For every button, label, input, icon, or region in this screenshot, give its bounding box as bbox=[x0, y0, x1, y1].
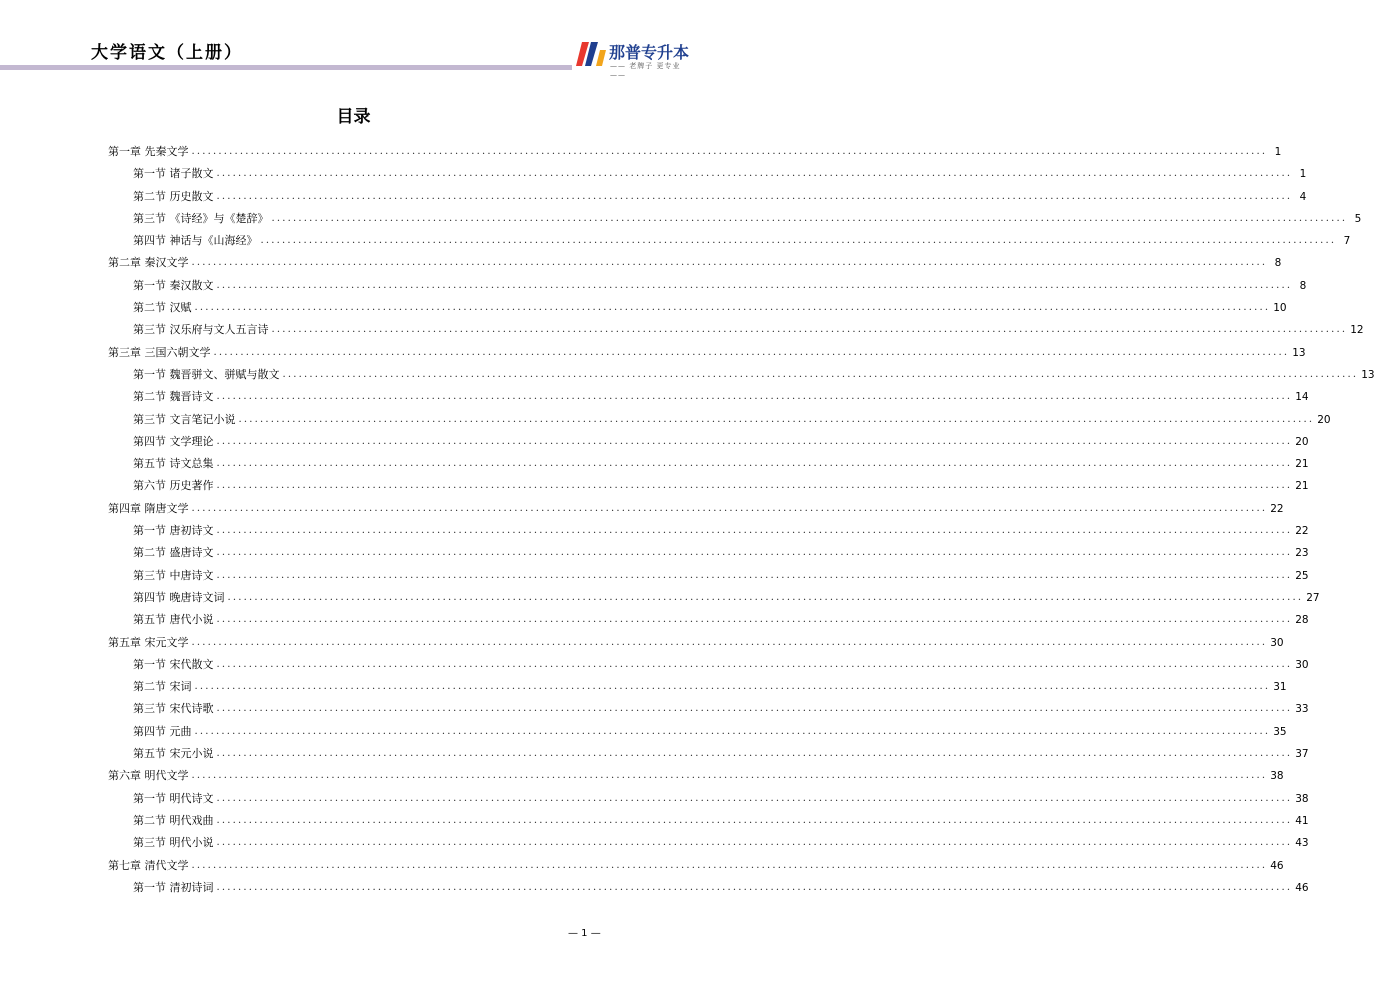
toc-section-entry[interactable] bbox=[108, 542, 1309, 564]
brand-tagline: —— 老牌子 更专业 —— bbox=[610, 62, 681, 79]
toc-entry-page: 14 bbox=[1295, 391, 1309, 404]
toc-section-entry[interactable] bbox=[108, 453, 1309, 475]
toc-entry-page: 13 bbox=[1361, 368, 1375, 381]
toc-chapter-entry[interactable] bbox=[108, 342, 1306, 364]
toc-chapter-entry[interactable] bbox=[108, 252, 1282, 274]
toc-chapter-entry[interactable] bbox=[108, 855, 1284, 877]
toc-entry-label: 第一节 秦汉散文 bbox=[133, 278, 214, 292]
toc-entry-label: 第三章 三国六朝文学 bbox=[108, 345, 211, 359]
brand-name: 那普专升本 bbox=[609, 43, 690, 62]
toc-entry-page: 1 bbox=[1274, 146, 1282, 158]
toc-entry-page: 46 bbox=[1295, 881, 1309, 894]
toc-section-entry[interactable] bbox=[108, 409, 1331, 431]
toc-chapter-entry[interactable] bbox=[108, 498, 1284, 520]
toc-entry-label: 第一节 清初诗词 bbox=[133, 880, 214, 894]
page-number: — 1 — bbox=[568, 928, 601, 939]
toc-dot-leader: ........................................................................................................................................................................................................ bbox=[260, 235, 1337, 247]
toc-entry-label: 第二节 魏晋诗文 bbox=[133, 390, 214, 404]
toc-entry-label: 第四章 隋唐文学 bbox=[108, 501, 189, 515]
toc-dot-leader: ........................................................................................................................................................................................................ bbox=[216, 168, 1293, 180]
toc-dot-leader: ........................................................................................................................................................................................................ bbox=[216, 792, 1293, 804]
toc-entry-page: 25 bbox=[1295, 569, 1309, 582]
toc-section-entry[interactable] bbox=[108, 587, 1320, 609]
toc-entry-page: 12 bbox=[1350, 324, 1364, 337]
toc-entry-label: 第四节 晚唐诗文词 bbox=[133, 590, 225, 604]
toc-entry-label: 第六章 明代文学 bbox=[108, 769, 189, 783]
toc-entry-page: 7 bbox=[1343, 235, 1351, 248]
toc-dot-leader: ........................................................................................................................................................................................................ bbox=[216, 190, 1293, 202]
toc-dot-leader: ........................................................................................................................................................................................................ bbox=[191, 257, 1268, 269]
toc-entry-label: 第三节 汉乐府与文人五言诗 bbox=[133, 323, 269, 337]
toc-entry-label: 第四节 元曲 bbox=[133, 724, 192, 738]
toc-entry-label: 第一节 魏晋骈文、骈赋与散文 bbox=[133, 367, 280, 381]
toc-section-entry[interactable] bbox=[108, 186, 1307, 208]
toc-section-entry[interactable] bbox=[108, 208, 1362, 230]
toc-dot-leader: ........................................................................................................................................................................................................ bbox=[216, 458, 1293, 470]
toc-entry-page: 41 bbox=[1295, 814, 1309, 827]
toc-section-entry[interactable] bbox=[108, 698, 1309, 720]
toc-entry-page: 5 bbox=[1354, 212, 1362, 225]
toc-entry-label: 第二章 秦汉文学 bbox=[108, 256, 189, 270]
toc-section-entry[interactable] bbox=[108, 520, 1309, 542]
toc-entry-page: 21 bbox=[1295, 458, 1309, 471]
toc-dot-leader: ........................................................................................................................................................................................................ bbox=[216, 837, 1293, 849]
toc-entry-label: 第一章 先秦文学 bbox=[108, 145, 189, 158]
toc-entry-page: 8 bbox=[1299, 279, 1307, 292]
toc-entry-page: 21 bbox=[1295, 480, 1309, 493]
toc-entry-label: 第三节 中唐诗文 bbox=[133, 568, 214, 582]
toc-chapter-entry[interactable] bbox=[108, 765, 1284, 787]
toc-dot-leader: ........................................................................................................................................................................................................ bbox=[216, 480, 1293, 492]
toc-section-entry[interactable] bbox=[108, 431, 1309, 453]
toc-dot-leader: ........................................................................................................................................................................................................ bbox=[191, 859, 1268, 871]
toc-dot-leader: ........................................................................................................................................................................................................ bbox=[216, 391, 1293, 403]
toc-dot-leader: ........................................................................................................................................................................................................ bbox=[216, 814, 1293, 826]
toc-entry-page: 23 bbox=[1295, 547, 1309, 560]
toc-entry-label: 第五节 唐代小说 bbox=[133, 613, 214, 627]
toc-section-entry[interactable] bbox=[108, 721, 1287, 743]
toc-dot-leader: ........................................................................................................................................................................................................ bbox=[216, 658, 1293, 670]
toc-entry-page: 22 bbox=[1270, 502, 1284, 515]
toc-section-entry[interactable] bbox=[108, 743, 1309, 765]
toc-dot-leader: ........................................................................................................................................................................................................ bbox=[216, 881, 1293, 893]
toc-section-entry[interactable] bbox=[108, 788, 1309, 810]
toc-entry-page: 43 bbox=[1295, 837, 1309, 850]
toc-section-entry[interactable] bbox=[108, 319, 1364, 341]
toc-dot-leader: ........................................................................................................................................................................................................ bbox=[213, 346, 1290, 358]
toc-entry-label: 第一节 诸子散文 bbox=[133, 167, 214, 181]
toc-dot-leader: ........................................................................................................................................................................................................ bbox=[216, 435, 1293, 447]
toc-entry-page: 13 bbox=[1292, 346, 1306, 359]
toc-dot-leader: ........................................................................................................................................................................................................ bbox=[282, 368, 1359, 380]
toc-section-entry[interactable] bbox=[108, 364, 1375, 386]
toc-dot-leader: ........................................................................................................................................................................................................ bbox=[191, 146, 1268, 157]
toc-dot-leader: ........................................................................................................................................................................................................ bbox=[191, 502, 1268, 514]
toc-section-entry[interactable] bbox=[108, 810, 1309, 832]
toc-dot-leader: ........................................................................................................................................................................................................ bbox=[216, 569, 1293, 581]
toc-entry-label: 第二节 汉赋 bbox=[133, 301, 192, 315]
toc-entry-page: 37 bbox=[1295, 748, 1309, 761]
toc-entry-page: 10 bbox=[1273, 302, 1287, 315]
toc-entry-label: 第一节 明代诗文 bbox=[133, 791, 214, 805]
toc-section-entry[interactable] bbox=[108, 609, 1309, 631]
toc-entry-page: 30 bbox=[1270, 636, 1284, 649]
toc-section-entry[interactable] bbox=[108, 297, 1287, 319]
toc-entry-label: 第四节 文学理论 bbox=[133, 434, 214, 448]
toc-dot-leader: ........................................................................................................................................................................................................ bbox=[216, 547, 1293, 559]
toc-entry-label: 第一节 宋代散文 bbox=[133, 657, 214, 671]
toc-section-entry[interactable] bbox=[108, 676, 1287, 698]
toc-dot-leader: ........................................................................................................................................................................................................ bbox=[194, 725, 1271, 737]
toc-chapter-entry[interactable] bbox=[108, 141, 1282, 163]
toc-entry-label: 第二节 宋词 bbox=[133, 680, 192, 694]
toc-dot-leader: ........................................................................................................................................................................................................ bbox=[216, 748, 1293, 760]
table-of-contents bbox=[108, 141, 1375, 899]
toc-entry-page: 38 bbox=[1270, 770, 1284, 783]
toc-section-entry[interactable] bbox=[108, 230, 1351, 252]
toc-entry-page: 1 bbox=[1299, 168, 1307, 181]
toc-entry-page: 8 bbox=[1274, 257, 1282, 270]
toc-entry-page: 35 bbox=[1273, 725, 1287, 738]
toc-dot-leader: ........................................................................................................................................................................................................ bbox=[191, 636, 1268, 648]
toc-dot-leader: ........................................................................................................................................................................................................ bbox=[227, 591, 1304, 603]
toc-entry-label: 第三节 《诗经》与《楚辞》 bbox=[133, 211, 269, 225]
toc-entry-label: 第七章 清代文学 bbox=[108, 858, 189, 872]
toc-entry-label: 第四节 神话与《山海经》 bbox=[133, 234, 258, 248]
toc-entry-page: 20 bbox=[1295, 435, 1309, 448]
toc-section-entry[interactable] bbox=[108, 832, 1309, 854]
toc-entry-label: 第三节 明代小说 bbox=[133, 836, 214, 850]
toc-dot-leader: ........................................................................................................................................................................................................ bbox=[271, 324, 1348, 336]
toc-entry-label: 第五节 宋元小说 bbox=[133, 747, 214, 761]
toc-section-entry[interactable] bbox=[108, 475, 1309, 497]
toc-dot-leader: ........................................................................................................................................................................................................ bbox=[194, 302, 1271, 314]
toc-section-entry[interactable] bbox=[108, 386, 1309, 408]
toc-section-entry[interactable] bbox=[108, 565, 1309, 587]
toc-entry-page: 33 bbox=[1295, 703, 1309, 716]
toc-section-entry[interactable] bbox=[108, 877, 1309, 899]
toc-section-entry[interactable] bbox=[108, 654, 1309, 676]
toc-dot-leader: ........................................................................................................................................................................................................ bbox=[271, 212, 1348, 224]
toc-dot-leader: ........................................................................................................................................................................................................ bbox=[191, 770, 1268, 782]
toc-entry-label: 第二节 明代戏曲 bbox=[133, 813, 214, 827]
header-divider bbox=[0, 65, 572, 70]
toc-entry-page: 22 bbox=[1295, 525, 1309, 538]
toc-entry-label: 第三节 文言笔记小说 bbox=[133, 412, 236, 426]
toc-entry-page: 20 bbox=[1317, 413, 1331, 426]
toc-chapter-entry[interactable] bbox=[108, 632, 1284, 654]
toc-dot-leader: ........................................................................................................................................................................................................ bbox=[216, 279, 1293, 291]
toc-entry-page: 46 bbox=[1270, 859, 1284, 872]
toc-entry-label: 第五章 宋元文学 bbox=[108, 635, 189, 649]
toc-entry-page: 4 bbox=[1299, 190, 1307, 203]
toc-entry-label: 第一节 唐初诗文 bbox=[133, 524, 214, 538]
toc-section-entry[interactable] bbox=[108, 163, 1307, 185]
toc-entry-page: 31 bbox=[1273, 681, 1287, 694]
toc-entry-label: 第六节 历史著作 bbox=[133, 479, 214, 493]
toc-dot-leader: ........................................................................................................................................................................................................ bbox=[216, 525, 1293, 537]
toc-dot-leader: ........................................................................................................................................................................................................ bbox=[194, 681, 1271, 693]
toc-dot-leader: ........................................................................................................................................................................................................ bbox=[216, 614, 1293, 626]
toc-entry-label: 第三节 宋代诗歌 bbox=[133, 702, 214, 716]
brand-mark-icon bbox=[576, 40, 606, 68]
toc-entry-page: 27 bbox=[1306, 591, 1320, 604]
toc-entry-page: 30 bbox=[1295, 658, 1309, 671]
toc-entry-page: 38 bbox=[1295, 792, 1309, 805]
toc-dot-leader: ........................................................................................................................................................................................................ bbox=[216, 703, 1293, 715]
toc-entry-label: 第二节 历史散文 bbox=[133, 189, 214, 203]
toc-entry-label: 第五节 诗文总集 bbox=[133, 457, 214, 471]
toc-section-entry[interactable] bbox=[108, 275, 1307, 297]
page-title: 目录 bbox=[336, 107, 371, 127]
document-title: 大学语文（上册） bbox=[91, 43, 243, 63]
brand-logo bbox=[576, 40, 696, 79]
toc-entry-label: 第二节 盛唐诗文 bbox=[133, 546, 214, 560]
toc-entry-page: 28 bbox=[1295, 614, 1309, 627]
toc-dot-leader: ........................................................................................................................................................................................................ bbox=[238, 413, 1315, 425]
